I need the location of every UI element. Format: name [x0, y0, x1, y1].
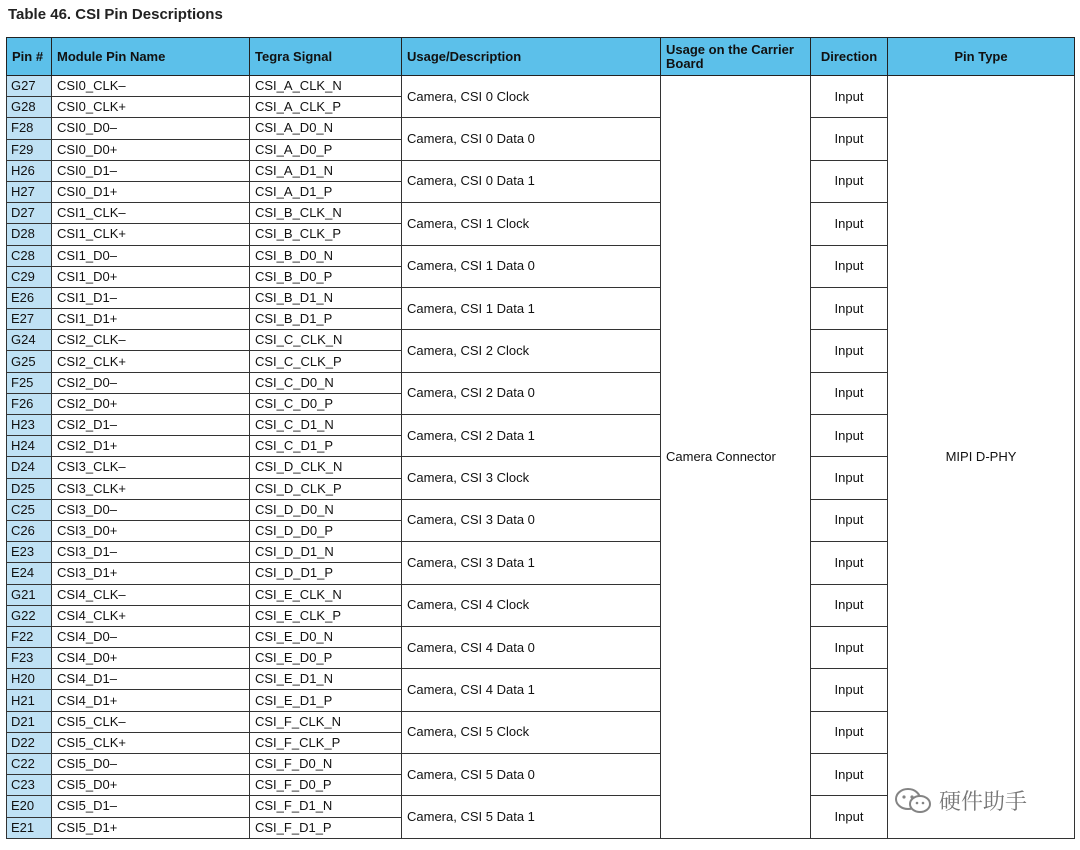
module-pin-name-cell: CSI4_D0+	[52, 648, 250, 669]
module-pin-name-cell: CSI2_D1+	[52, 436, 250, 457]
tegra-signal-cell: CSI_B_D0_P	[250, 266, 402, 287]
pin-number-cell: C29	[7, 266, 52, 287]
usage-description-cell: Camera, CSI 3 Data 1	[402, 542, 661, 584]
pin-number-cell: F25	[7, 372, 52, 393]
tegra-signal-cell: CSI_D_D0_N	[250, 499, 402, 520]
pin-number-cell: C22	[7, 754, 52, 775]
tegra-signal-cell: CSI_E_D0_P	[250, 648, 402, 669]
pin-number-cell: G22	[7, 605, 52, 626]
tegra-signal-cell: CSI_D_D0_P	[250, 520, 402, 541]
header-pin-type: Pin Type	[888, 38, 1075, 76]
direction-cell: Input	[811, 542, 888, 584]
direction-cell: Input	[811, 160, 888, 202]
module-pin-name-cell: CSI0_D0–	[52, 118, 250, 139]
usage-description-cell: Camera, CSI 4 Data 1	[402, 669, 661, 711]
module-pin-name-cell: CSI5_D1+	[52, 817, 250, 838]
pin-number-cell: G21	[7, 584, 52, 605]
tegra-signal-cell: CSI_D_D1_N	[250, 542, 402, 563]
module-pin-name-cell: CSI2_CLK+	[52, 351, 250, 372]
tegra-signal-cell: CSI_B_D0_N	[250, 245, 402, 266]
tegra-signal-cell: CSI_E_CLK_N	[250, 584, 402, 605]
usage-description-cell: Camera, CSI 0 Clock	[402, 76, 661, 118]
tegra-signal-cell: CSI_E_D1_N	[250, 669, 402, 690]
module-pin-name-cell: CSI0_CLK+	[52, 97, 250, 118]
table-caption: Table 46. CSI Pin Descriptions	[8, 6, 223, 23]
module-pin-name-cell: CSI1_D0+	[52, 266, 250, 287]
pin-number-cell: F28	[7, 118, 52, 139]
module-pin-name-cell: CSI0_D0+	[52, 139, 250, 160]
direction-cell: Input	[811, 203, 888, 245]
pin-number-cell: E27	[7, 309, 52, 330]
tegra-signal-cell: CSI_C_D0_N	[250, 372, 402, 393]
direction-cell: Input	[811, 415, 888, 457]
usage-description-cell: Camera, CSI 0 Data 1	[402, 160, 661, 202]
carrier-board-usage-cell: Camera Connector	[661, 76, 811, 839]
pin-number-cell: D25	[7, 478, 52, 499]
tegra-signal-cell: CSI_F_D0_P	[250, 775, 402, 796]
tegra-signal-cell: CSI_B_CLK_N	[250, 203, 402, 224]
module-pin-name-cell: CSI2_CLK–	[52, 330, 250, 351]
pin-number-cell: H23	[7, 415, 52, 436]
tegra-signal-cell: CSI_C_D1_N	[250, 415, 402, 436]
wechat-icon	[893, 786, 933, 816]
pin-number-cell: C25	[7, 499, 52, 520]
module-pin-name-cell: CSI5_CLK–	[52, 711, 250, 732]
tegra-signal-cell: CSI_C_D0_P	[250, 393, 402, 414]
pin-number-cell: G24	[7, 330, 52, 351]
direction-cell: Input	[811, 626, 888, 668]
direction-cell: Input	[811, 584, 888, 626]
module-pin-name-cell: CSI1_D1+	[52, 309, 250, 330]
tegra-signal-cell: CSI_C_D1_P	[250, 436, 402, 457]
module-pin-name-cell: CSI3_D0–	[52, 499, 250, 520]
module-pin-name-cell: CSI3_D1+	[52, 563, 250, 584]
pin-number-cell: E24	[7, 563, 52, 584]
pin-number-cell: H21	[7, 690, 52, 711]
usage-description-cell: Camera, CSI 0 Data 0	[402, 118, 661, 160]
module-pin-name-cell: CSI1_CLK–	[52, 203, 250, 224]
tegra-signal-cell: CSI_E_D1_P	[250, 690, 402, 711]
usage-description-cell: Camera, CSI 3 Clock	[402, 457, 661, 499]
direction-cell: Input	[811, 754, 888, 796]
tegra-signal-cell: CSI_F_D0_N	[250, 754, 402, 775]
tegra-signal-cell: CSI_B_CLK_P	[250, 224, 402, 245]
tegra-signal-cell: CSI_B_D1_N	[250, 287, 402, 308]
direction-cell: Input	[811, 372, 888, 414]
csi-pin-table	[6, 37, 1075, 839]
module-pin-name-cell: CSI5_D1–	[52, 796, 250, 817]
header-carrier-board-usage: Usage on the Carrier Board	[661, 38, 811, 76]
usage-description-cell: Camera, CSI 1 Data 1	[402, 287, 661, 329]
tegra-signal-cell: CSI_C_CLK_P	[250, 351, 402, 372]
module-pin-name-cell: CSI1_CLK+	[52, 224, 250, 245]
tegra-signal-cell: CSI_E_D0_N	[250, 626, 402, 647]
pin-number-cell: F22	[7, 626, 52, 647]
tegra-signal-cell: CSI_F_CLK_N	[250, 711, 402, 732]
module-pin-name-cell: CSI0_D1+	[52, 181, 250, 202]
module-pin-name-cell: CSI3_CLK+	[52, 478, 250, 499]
pin-number-cell: D24	[7, 457, 52, 478]
module-pin-name-cell: CSI2_D1–	[52, 415, 250, 436]
usage-description-cell: Camera, CSI 4 Data 0	[402, 626, 661, 668]
tegra-signal-cell: CSI_B_D1_P	[250, 309, 402, 330]
pin-number-cell: F29	[7, 139, 52, 160]
tegra-signal-cell: CSI_A_D1_N	[250, 160, 402, 181]
direction-cell: Input	[811, 669, 888, 711]
header-row	[7, 38, 1075, 76]
tegra-signal-cell: CSI_F_D1_N	[250, 796, 402, 817]
module-pin-name-cell: CSI1_D1–	[52, 287, 250, 308]
usage-description-cell: Camera, CSI 5 Data 1	[402, 796, 661, 838]
module-pin-name-cell: CSI4_D1–	[52, 669, 250, 690]
usage-description-cell: Camera, CSI 2 Data 1	[402, 415, 661, 457]
usage-description-cell: Camera, CSI 5 Data 0	[402, 754, 661, 796]
pin-number-cell: E21	[7, 817, 52, 838]
pin-number-cell: D27	[7, 203, 52, 224]
module-pin-name-cell: CSI2_D0+	[52, 393, 250, 414]
watermark	[893, 785, 1027, 816]
pin-number-cell: E26	[7, 287, 52, 308]
pin-number-cell: D21	[7, 711, 52, 732]
module-pin-name-cell: CSI3_D0+	[52, 520, 250, 541]
pin-number-cell: E20	[7, 796, 52, 817]
usage-description-cell: Camera, CSI 2 Data 0	[402, 372, 661, 414]
header-tegra-signal: Tegra Signal	[250, 38, 402, 76]
module-pin-name-cell: CSI0_CLK–	[52, 76, 250, 97]
usage-description-cell: Camera, CSI 1 Data 0	[402, 245, 661, 287]
module-pin-name-cell: CSI5_D0+	[52, 775, 250, 796]
pin-number-cell: D22	[7, 732, 52, 753]
module-pin-name-cell: CSI0_D1–	[52, 160, 250, 181]
direction-cell: Input	[811, 457, 888, 499]
module-pin-name-cell: CSI4_CLK+	[52, 605, 250, 626]
tegra-signal-cell: CSI_E_CLK_P	[250, 605, 402, 626]
pin-number-cell: F26	[7, 393, 52, 414]
module-pin-name-cell: CSI5_CLK+	[52, 732, 250, 753]
tegra-signal-cell: CSI_A_D1_P	[250, 181, 402, 202]
usage-description-cell: Camera, CSI 2 Clock	[402, 330, 661, 372]
direction-cell: Input	[811, 711, 888, 753]
module-pin-name-cell: CSI4_D0–	[52, 626, 250, 647]
tegra-signal-cell: CSI_A_D0_P	[250, 139, 402, 160]
tegra-signal-cell: CSI_A_D0_N	[250, 118, 402, 139]
module-pin-name-cell: CSI3_CLK–	[52, 457, 250, 478]
pin-number-cell: H24	[7, 436, 52, 457]
tegra-signal-cell: CSI_A_CLK_P	[250, 97, 402, 118]
pin-number-cell: C23	[7, 775, 52, 796]
module-pin-name-cell: CSI1_D0–	[52, 245, 250, 266]
direction-cell: Input	[811, 796, 888, 838]
pin-number-cell: E23	[7, 542, 52, 563]
pin-number-cell: C26	[7, 520, 52, 541]
module-pin-name-cell: CSI2_D0–	[52, 372, 250, 393]
direction-cell: Input	[811, 118, 888, 160]
watermark-text: 硬件助手	[939, 789, 1028, 814]
header-direction: Direction	[811, 38, 888, 76]
header-usage-description: Usage/Description	[402, 38, 661, 76]
pin-number-cell: C28	[7, 245, 52, 266]
module-pin-name-cell: CSI4_D1+	[52, 690, 250, 711]
header-pin: Pin #	[7, 38, 52, 76]
header-module-pin-name: Module Pin Name	[52, 38, 250, 76]
pin-number-cell: D28	[7, 224, 52, 245]
table-row	[7, 76, 1075, 97]
tegra-signal-cell: CSI_F_D1_P	[250, 817, 402, 838]
pin-number-cell: H27	[7, 181, 52, 202]
direction-cell: Input	[811, 499, 888, 541]
pin-number-cell: G25	[7, 351, 52, 372]
direction-cell: Input	[811, 287, 888, 329]
pin-number-cell: H20	[7, 669, 52, 690]
tegra-signal-cell: CSI_F_CLK_P	[250, 732, 402, 753]
tegra-signal-cell: CSI_C_CLK_N	[250, 330, 402, 351]
pin-number-cell: H26	[7, 160, 52, 181]
usage-description-cell: Camera, CSI 4 Clock	[402, 584, 661, 626]
usage-description-cell: Camera, CSI 1 Clock	[402, 203, 661, 245]
direction-cell: Input	[811, 245, 888, 287]
direction-cell: Input	[811, 76, 888, 118]
direction-cell: Input	[811, 330, 888, 372]
pin-number-cell: G28	[7, 97, 52, 118]
tegra-signal-cell: CSI_D_CLK_P	[250, 478, 402, 499]
usage-description-cell: Camera, CSI 3 Data 0	[402, 499, 661, 541]
pin-type-cell: MIPI D-PHY	[888, 76, 1075, 839]
usage-description-cell: Camera, CSI 5 Clock	[402, 711, 661, 753]
module-pin-name-cell: CSI3_D1–	[52, 542, 250, 563]
module-pin-name-cell: CSI5_D0–	[52, 754, 250, 775]
pin-number-cell: G27	[7, 76, 52, 97]
tegra-signal-cell: CSI_D_D1_P	[250, 563, 402, 584]
tegra-signal-cell: CSI_A_CLK_N	[250, 76, 402, 97]
pin-number-cell: F23	[7, 648, 52, 669]
module-pin-name-cell: CSI4_CLK–	[52, 584, 250, 605]
tegra-signal-cell: CSI_D_CLK_N	[250, 457, 402, 478]
